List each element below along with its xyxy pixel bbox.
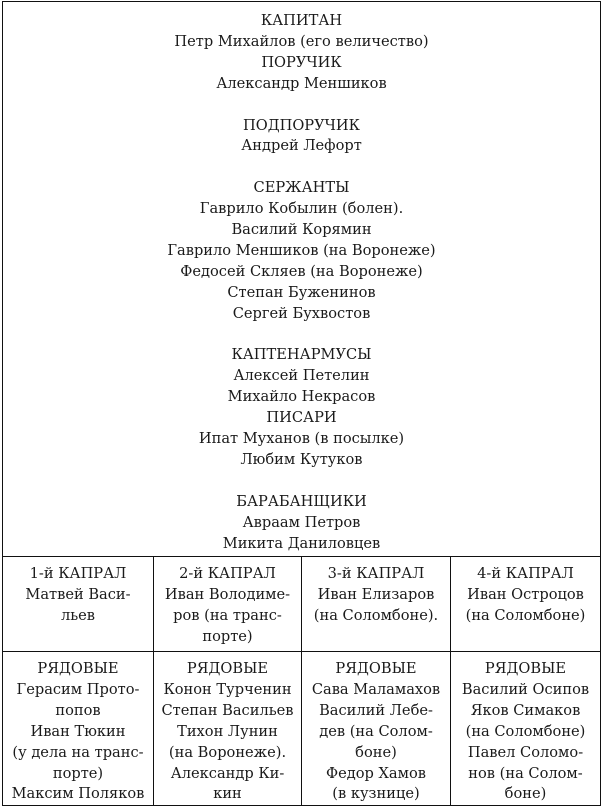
- private-name: (на Воронеже).: [168, 743, 287, 761]
- captain-title: КАПИТАН: [260, 12, 343, 29]
- private-name: дев (на Солом-: [319, 722, 433, 740]
- corporal-name: Иван Елизаров: [317, 585, 435, 603]
- quartermaster-name: Алексей Петелин: [233, 367, 370, 385]
- private-name: Павел Соломо-: [467, 743, 584, 761]
- privates-title: РЯДОВЫЕ: [484, 660, 567, 677]
- sergeant-name: Степан Буженинов: [227, 283, 376, 301]
- corporal-name: Иван Володиме-: [164, 585, 291, 603]
- spacer: [3, 157, 600, 178]
- corporal-name: ров (на транс-: [173, 606, 282, 624]
- private-name: боне): [355, 743, 397, 761]
- corporal-name: (на Соломбоне).: [313, 606, 439, 624]
- clerk-name: Любим Кутуков: [240, 450, 363, 468]
- private-name: Александр Ки-: [170, 764, 285, 782]
- lieutenant-title: ПОРУЧИК: [261, 53, 342, 71]
- sublieutenant-name: Андрей Лефорт: [241, 137, 362, 155]
- corporal-cell-3: [302, 557, 451, 651]
- privates-title: РЯДОВЫЕ: [186, 660, 269, 677]
- lieutenant-name: Александр Меншиков: [216, 74, 387, 92]
- privates-title: РЯДОВЫЕ: [37, 660, 119, 677]
- corporal-name: порте): [202, 627, 253, 645]
- drummer-name: Микита Даниловцев: [222, 534, 381, 552]
- corporal-cell-4: [451, 557, 600, 651]
- private-name: кин: [213, 785, 242, 803]
- privates-title: РЯДОВЫЕ: [335, 660, 417, 677]
- corporal-name: Иван Остроцов: [467, 585, 584, 603]
- corporal-title: 4-й КАПРАЛ: [477, 565, 574, 582]
- quartermaster-name: Михайло Некрасов: [227, 388, 376, 406]
- drummers-title: БАРАБАНЩИКИ: [236, 492, 367, 510]
- private-name: Максим Поляков: [11, 785, 145, 803]
- sergeant-name: Сергей Бухвостов: [232, 304, 371, 322]
- spacer: [3, 95, 600, 116]
- sublieutenant-title: ПОДПОРУЧИК: [243, 116, 360, 134]
- corporal-name: Матвей Васи-: [25, 585, 131, 603]
- officers-block: [3, 2, 600, 557]
- sergeant-name: Василий Корямин: [231, 221, 372, 239]
- privates-cell-2: [154, 652, 302, 805]
- quartermasters-title: КАПТЕНАРМУСЫ: [231, 346, 372, 364]
- private-name: (в кузнице): [332, 785, 420, 803]
- corporals-row: [3, 557, 600, 652]
- private-name: Василий Осипов: [461, 680, 590, 698]
- sergeants-title: СЕРЖАНТЫ: [253, 179, 350, 197]
- captain-name: Петр Михайлов (его величество): [174, 32, 429, 50]
- sergeant-name: Гаврило Меншиков (на Воронеже): [167, 241, 436, 259]
- spacer: [3, 325, 600, 346]
- private-name: Василий Лебе-: [319, 701, 433, 719]
- clerk-name: Ипат Муханов (в посылке): [198, 430, 405, 448]
- private-name: Федор Хамов: [326, 764, 426, 782]
- corporal-name: льев: [60, 606, 96, 624]
- private-name: попов: [55, 701, 101, 719]
- corporal-title: 1-й КАПРАЛ: [29, 565, 127, 582]
- private-name: Яков Симаков: [470, 701, 581, 719]
- private-name: порте): [52, 764, 104, 782]
- private-name: (у дела на транс-: [12, 743, 144, 761]
- private-name: (на Соломбоне): [465, 722, 586, 740]
- private-name: Тихон Лунин: [177, 722, 278, 740]
- privates-cell-3: [302, 652, 451, 805]
- corporal-cell-1: [3, 557, 154, 651]
- drummer-name: Авраам Петров: [242, 513, 361, 531]
- company-roster-table: [2, 1, 601, 806]
- private-name: Конон Турченин: [163, 680, 292, 698]
- corporal-cell-2: [154, 557, 302, 651]
- corporal-title: 2-й КАПРАЛ: [179, 565, 276, 582]
- corporal-title: 3-й КАПРАЛ: [327, 565, 425, 582]
- clerks-title: ПИСАРИ: [266, 409, 337, 427]
- private-name: Иван Тюкин: [30, 722, 126, 740]
- private-name: боне): [504, 785, 547, 803]
- privates-row: [3, 652, 600, 805]
- privates-cell-1: [3, 652, 154, 805]
- sergeant-name: Федосей Скляев (на Воронеже): [180, 262, 423, 280]
- privates-cell-4: [451, 652, 600, 805]
- spacer: [3, 471, 600, 492]
- private-name: Герасим Прото-: [16, 680, 140, 698]
- sergeant-name: Гаврило Кобылин (болен).: [199, 200, 404, 218]
- private-name: нов (на Солом-: [468, 764, 583, 782]
- corporal-name: (на Соломбоне): [465, 606, 586, 624]
- private-name: Степан Васильев: [161, 701, 294, 719]
- private-name: Сава Маламахов: [311, 680, 441, 698]
